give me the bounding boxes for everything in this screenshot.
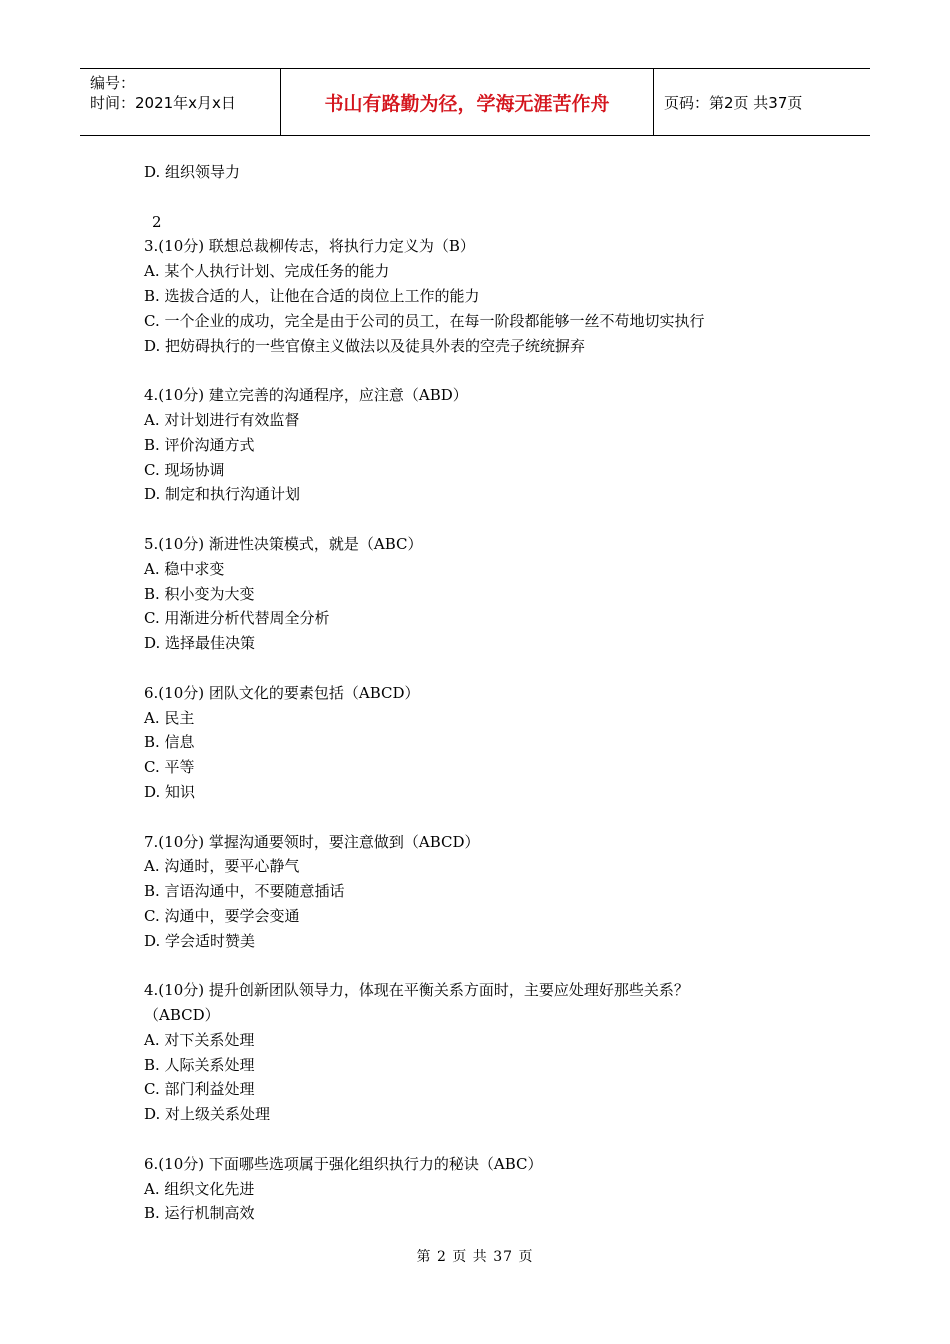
option-a: A. 对计划进行有效监督 — [144, 410, 300, 429]
question-title: 4.(10分) 提升创新团队领导力，体现在平衡关系方面时，主要应处理好那些关系？ — [144, 981, 689, 1000]
option-d: D. 制定和执行沟通计划 — [144, 485, 301, 504]
option-c: C. 部门利益处理 — [144, 1080, 255, 1099]
option-c: C. 沟通中，要学会变通 — [144, 906, 300, 925]
option-a: A. 民主 — [144, 708, 195, 727]
option-a: A. 组织文化先进 — [144, 1179, 255, 1198]
option-b: B. 言语沟通中，不要随意插话 — [144, 882, 345, 901]
option-d: D. 选择最佳决策 — [144, 634, 256, 653]
option-b: B. 积小变为大变 — [144, 584, 255, 603]
option-c: C. 平等 — [144, 758, 195, 777]
header-page-label: 页码：第2页 共37页 — [664, 93, 803, 112]
question-title: 6.(10分) 下面哪些选项属于强化组织执行力的秘诀（ABC） — [144, 1154, 543, 1173]
page-footer: 第 2 页 共 37 页 — [416, 1249, 534, 1265]
option-b: B. 运行机制高效 — [144, 1204, 255, 1223]
option-b: B. 选拔合适的人，让他在合适的岗位上工作的能力 — [144, 286, 480, 305]
option-d: D. 把妨碍执行的一些官僚主义做法以及徒具外表的空壳子统统摒弃 — [144, 336, 586, 355]
question-title: 7.(10分) 掌握沟通要领时，要注意做到（ABCD） — [144, 832, 480, 851]
page-header — [80, 68, 870, 136]
option-b: B. 信息 — [144, 733, 195, 752]
option-c: C. 现场协调 — [144, 460, 225, 479]
option-c: C. 用渐进分析代替周全分析 — [144, 609, 330, 628]
page-marker: 2 — [152, 212, 162, 231]
question-6b — [144, 1152, 844, 1226]
question-3 — [144, 234, 844, 358]
question-title: 4.(10分) 建立完善的沟通程序，应注意（ABD） — [144, 386, 468, 405]
question-title-continued: （ABCD） — [144, 1006, 220, 1025]
option-d: D. 知识 — [144, 782, 196, 801]
option-d-prev: D. 组织领导力 — [144, 163, 241, 181]
option-d: D. 对上级关系处理 — [144, 1105, 271, 1124]
question-7 — [144, 830, 844, 954]
option-b: B. 人际关系处理 — [144, 1055, 255, 1074]
question-title: 3.(10分) 联想总裁柳传志，将执行力定义为（B） — [144, 237, 475, 256]
document-body — [144, 160, 844, 1226]
question-title: 5.(10分) 渐进性决策模式，就是（ABC） — [144, 534, 423, 553]
time-label: 时间：2021年x月x日 — [90, 94, 236, 112]
option-a: A. 某个人执行计划、完成任务的能力 — [144, 262, 390, 281]
header-motto: 书山有路勤为径，学海无涯苦作舟 — [281, 69, 654, 135]
question-5 — [144, 532, 844, 656]
option-a: A. 稳中求变 — [144, 559, 225, 578]
option-a: A. 沟通时，要平心静气 — [144, 857, 300, 876]
question-title: 6.(10分) 团队文化的要素包括（ABCD） — [144, 683, 420, 702]
question-4 — [144, 383, 844, 507]
option-b: B. 评价沟通方式 — [144, 435, 255, 454]
option-a: A. 对下关系处理 — [144, 1030, 255, 1049]
question-4b — [144, 978, 844, 1127]
header-meta — [80, 69, 281, 135]
question-6 — [144, 681, 844, 805]
option-d: D. 学会适时赞美 — [144, 931, 256, 950]
option-c: C. 一个企业的成功，完全是由于公司的员工，在每一阶段都能够一丝不苟地切实执行 — [144, 311, 705, 330]
serial-label: 编号： — [90, 74, 136, 92]
